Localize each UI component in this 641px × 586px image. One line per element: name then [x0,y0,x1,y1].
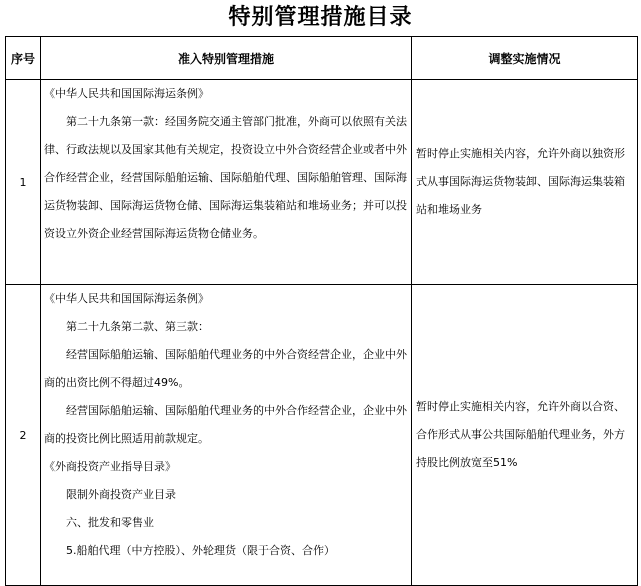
measure-line: 《外商投资产业指导目录》 [44,460,176,473]
measure-line: 第二十九条第一款：经国务院交通主管部门批准，外商可以依照有关法律、行政法规以及国家其他有关规定，投资设立中外合资经营企业或者中外合作经营企业，经营国际船舶运输、国际船舶代理、国际船舶管理、国际海运货物装卸、国际海运货物仓储、国际海运集装箱站和堆场业务；并可以投资设立外资企业经营国际海运货物仓储业务。 [44,115,407,240]
measure-line: 六、批发和零售业 [66,516,154,529]
row-seq: 1 [6,80,41,285]
table-header-row [6,37,638,80]
row-adjust: 暂时停止实施相关内容，允许外商以合资、合作形式从事公共国际船舶代理业务，外方持股比例放宽至51% [412,285,638,586]
header-seq: 序号 [6,37,41,80]
table-row [6,80,638,285]
document-title: 特别管理措施目录 [228,4,413,30]
measure-line: 5.船舶代理（中方控股）、外轮理货（限于合资、合作） [66,544,335,557]
measure-line: 经营国际船舶运输、国际船舶代理业务的中外合资经营企业，企业中外商的出资比例不得超过49%。 [44,348,407,389]
row-measure [41,80,412,285]
table-row [6,285,638,586]
measure-line: 《中华人民共和国国际海运条例》 [44,87,209,100]
measure-line: 第二十九条第二款、第三款： [66,320,209,333]
measures-table [5,36,638,586]
row-measure [41,285,412,586]
row-seq: 2 [6,285,41,586]
header-adjust: 调整实施情况 [412,37,638,80]
row-adjust: 暂时停止实施相关内容，允许外商以独资形式从事国际海运货物装卸、国际海运集装箱站和堆场业务 [412,80,638,285]
header-measure: 准入特别管理措施 [41,37,412,80]
measure-line: 限制外商投资产业目录 [66,488,176,501]
measure-line: 经营国际船舶运输、国际船舶代理业务的中外合作经营企业，企业中外商的投资比例比照适用前款规定。 [44,404,407,445]
measure-line: 《中华人民共和国国际海运条例》 [44,292,209,305]
